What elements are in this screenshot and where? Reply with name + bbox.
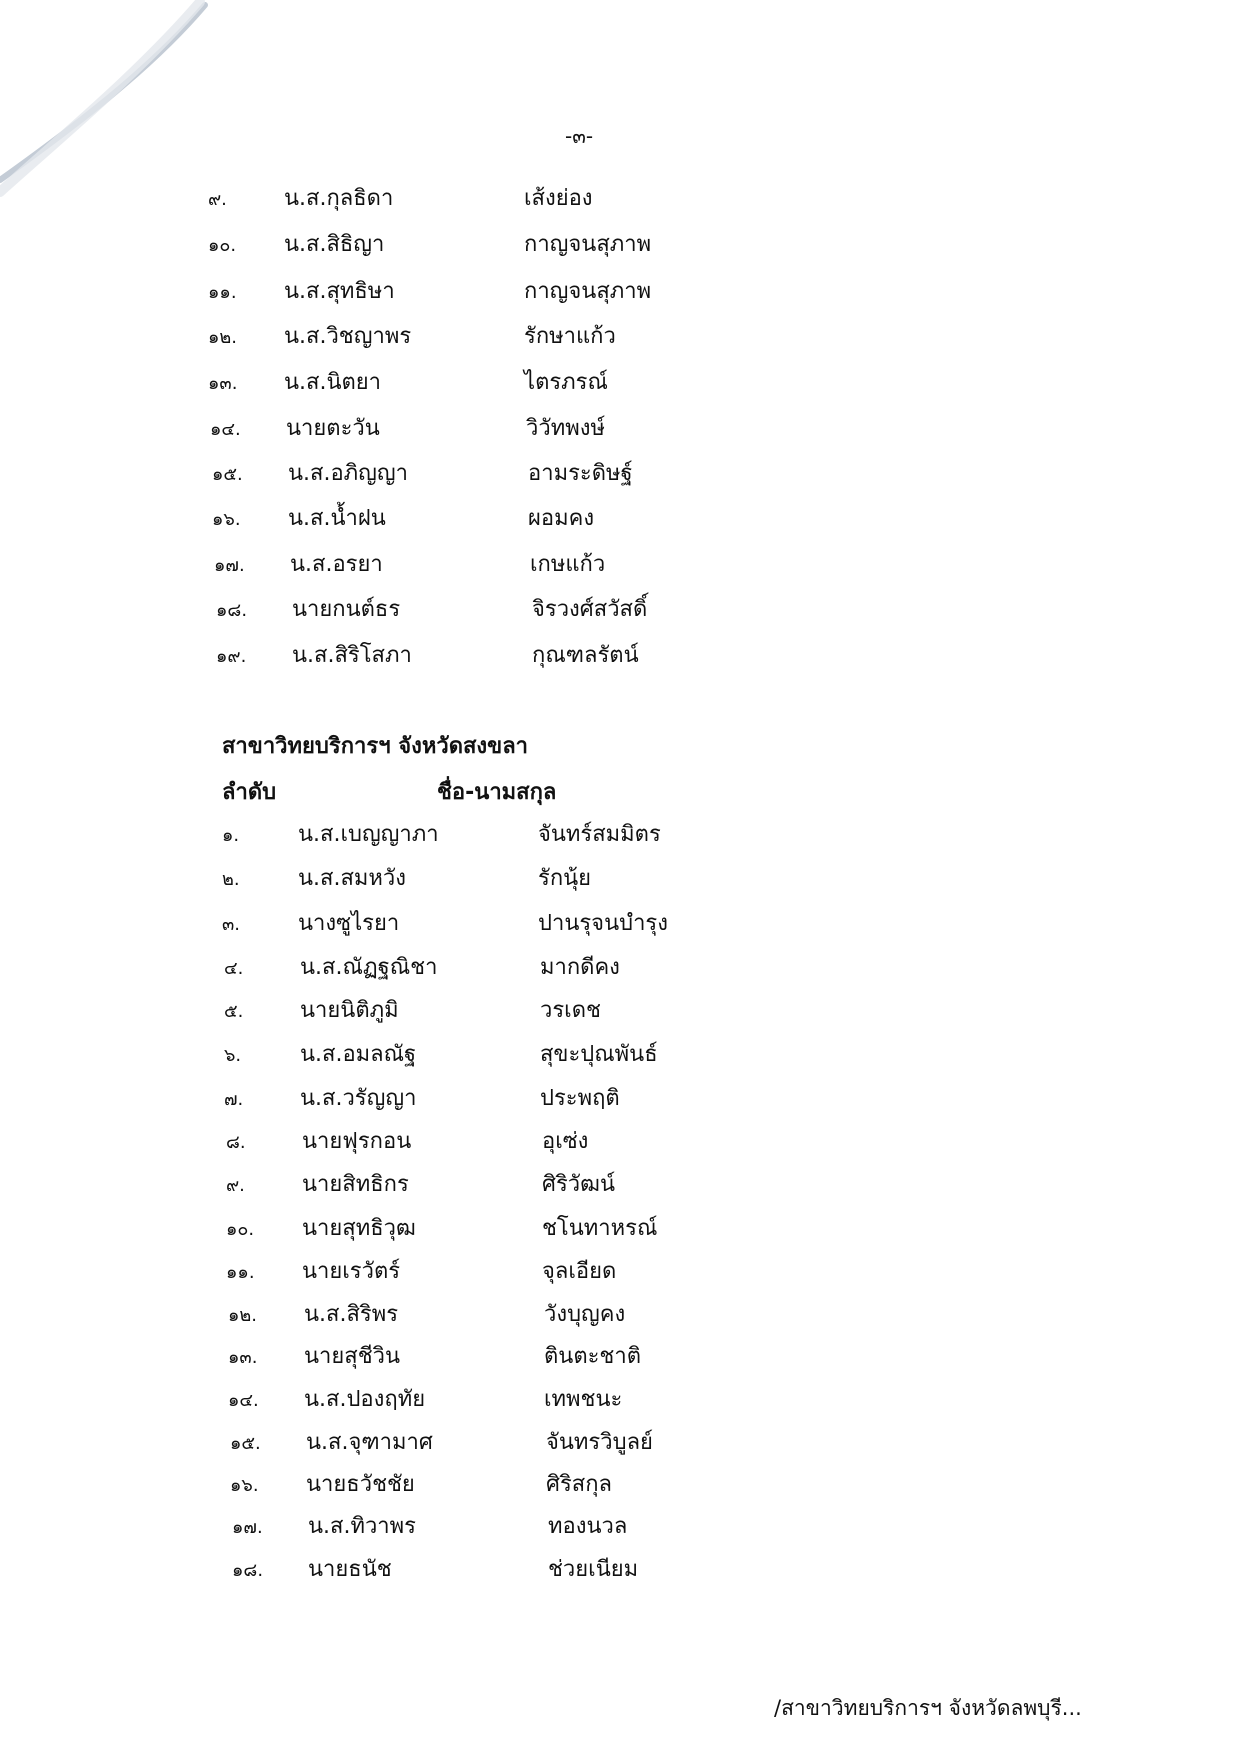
given-name: น.ส.น้ำฝน [288,506,386,531]
item-number: ๕. [224,1001,244,1022]
item-number: ๑. [222,825,240,846]
item-number: ๑๕. [230,1433,261,1454]
given-name: น.ส.สิริโสภา [292,643,412,668]
surname: ทองนวล [548,1514,628,1539]
surname: สุขะปุณพันธ์ [540,1042,658,1067]
item-number: ๑๔. [210,419,241,440]
surname: จันทร์สมมิตร [538,822,661,847]
item-number: ๑๘. [216,600,248,621]
given-name: น.ส.สิธิญา [284,232,385,257]
surname: รักนุ้ย [538,866,592,891]
item-number: ๙. [208,189,227,210]
given-name: นายธวัชชัย [306,1472,415,1497]
surname: วังบุญคง [544,1302,626,1327]
given-name: น.ส.ณัฏฐณิชา [300,955,438,980]
given-name: นางซูไรยา [298,911,400,936]
surname: อุเซ่ง [542,1129,589,1154]
surname: เส้งย่อง [524,186,593,211]
given-name: น.ส.อภิญญา [288,461,409,486]
item-number: ๑๕. [212,464,243,485]
item-number: ๑๗. [232,1517,263,1538]
surname: กุณฑลรัตน์ [532,643,639,668]
given-name: น.ส.ทิวาพร [308,1514,416,1539]
given-name: นายธนัช [308,1557,392,1582]
given-name: น.ส.ปองฤทัย [304,1387,426,1412]
surname: ศิริวัฒน์ [542,1172,616,1197]
item-number: ๑๑. [208,282,237,303]
item-number: ๑๒. [208,327,238,348]
surname: ช่วยเนียม [548,1557,639,1582]
given-name: น.ส.กุลธิดา [284,186,394,211]
item-number: ๔. [224,958,244,979]
given-name: นายสุชีวิน [304,1344,401,1369]
surname: ชโนทาหรณ์ [542,1216,658,1241]
surname: มากดีคง [540,955,620,980]
surname: เกษแก้ว [530,552,606,577]
item-number: ๑๓. [208,373,238,394]
item-number: ๑๒. [228,1305,258,1326]
given-name: น.ส.วรัญญา [300,1086,417,1111]
page-number: -๓- [565,124,594,148]
surname: จันทรวิบูลย์ [546,1430,653,1455]
item-number: ๙. [226,1175,245,1196]
item-number: ๑๖. [230,1475,259,1496]
surname: กาญจนสุภาพ [524,279,652,304]
section-heading: สาขาวิทยบริการฯ จังหวัดสงขลา [222,734,529,759]
item-number: ๑๔. [228,1390,259,1411]
surname: เทพชนะ [544,1387,623,1412]
column-header-order: ลำดับ [222,780,277,805]
item-number: ๑๑. [226,1262,255,1283]
column-header-name: ชื่อ-นามสกุล [437,780,557,805]
item-number: ๑๘. [232,1560,264,1581]
item-number: ๘. [226,1132,246,1153]
surname: รักษาแก้ว [524,324,616,349]
surname: ปานรุจนบำรุง [538,911,668,936]
given-name: น.ส.นิตยา [284,370,382,395]
given-name: น.ส.สิริพร [304,1302,399,1327]
surname: อามระดิษฐ์ [528,461,633,486]
surname: วิวัทพงษ์ [526,416,605,441]
given-name: นายสิทธิกร [302,1172,409,1197]
surname: วรเดช [540,998,601,1023]
item-number: ๗. [224,1089,244,1110]
given-name: นายเรวัตร์ [302,1259,401,1284]
given-name: น.ส.เบญญาภา [298,822,439,847]
item-number: ๑๓. [228,1347,258,1368]
given-name: นายนิติภูมิ [300,998,399,1023]
given-name: น.ส.อรยา [290,552,383,577]
item-number: ๑๗. [214,555,245,576]
item-number: ๑๖. [212,509,241,530]
given-name: นายฟุรกอน [302,1129,412,1154]
given-name: น.ส.สมหวัง [298,866,406,891]
scan-shadow-edge [0,0,230,200]
surname: ศิริสกุล [546,1472,613,1497]
surname: ตินตะชาติ [544,1344,642,1369]
item-number: ๖. [224,1045,242,1066]
given-name: น.ส.วิชญาพร [284,324,412,349]
given-name: น.ส.อมลณัฐ [300,1042,417,1067]
continuation-note: /สาขาวิทยบริการฯ จังหวัดลพบุรี... [774,1696,1082,1720]
given-name: น.ส.จุฑามาศ [306,1430,433,1455]
given-name: น.ส.สุทธิษา [284,279,395,304]
item-number: ๑๙. [216,646,247,667]
given-name: นายสุทธิวุฒ [302,1216,416,1241]
given-name: นายกนต์ธร [292,597,401,622]
surname: จิรวงศ์สวัสดิ์ [532,597,648,622]
surname: ประพฤติ [540,1086,620,1111]
surname: กาญจนสุภาพ [524,232,652,257]
item-number: ๓. [222,914,241,935]
given-name: นายตะวัน [286,416,380,441]
surname: จุลเอียด [542,1259,617,1284]
item-number: ๑๐. [226,1219,255,1240]
item-number: ๒. [222,869,240,890]
surname: ผอมคง [528,506,595,531]
surname: ไตรภรณ์ [524,370,608,395]
item-number: ๑๐. [208,235,237,256]
